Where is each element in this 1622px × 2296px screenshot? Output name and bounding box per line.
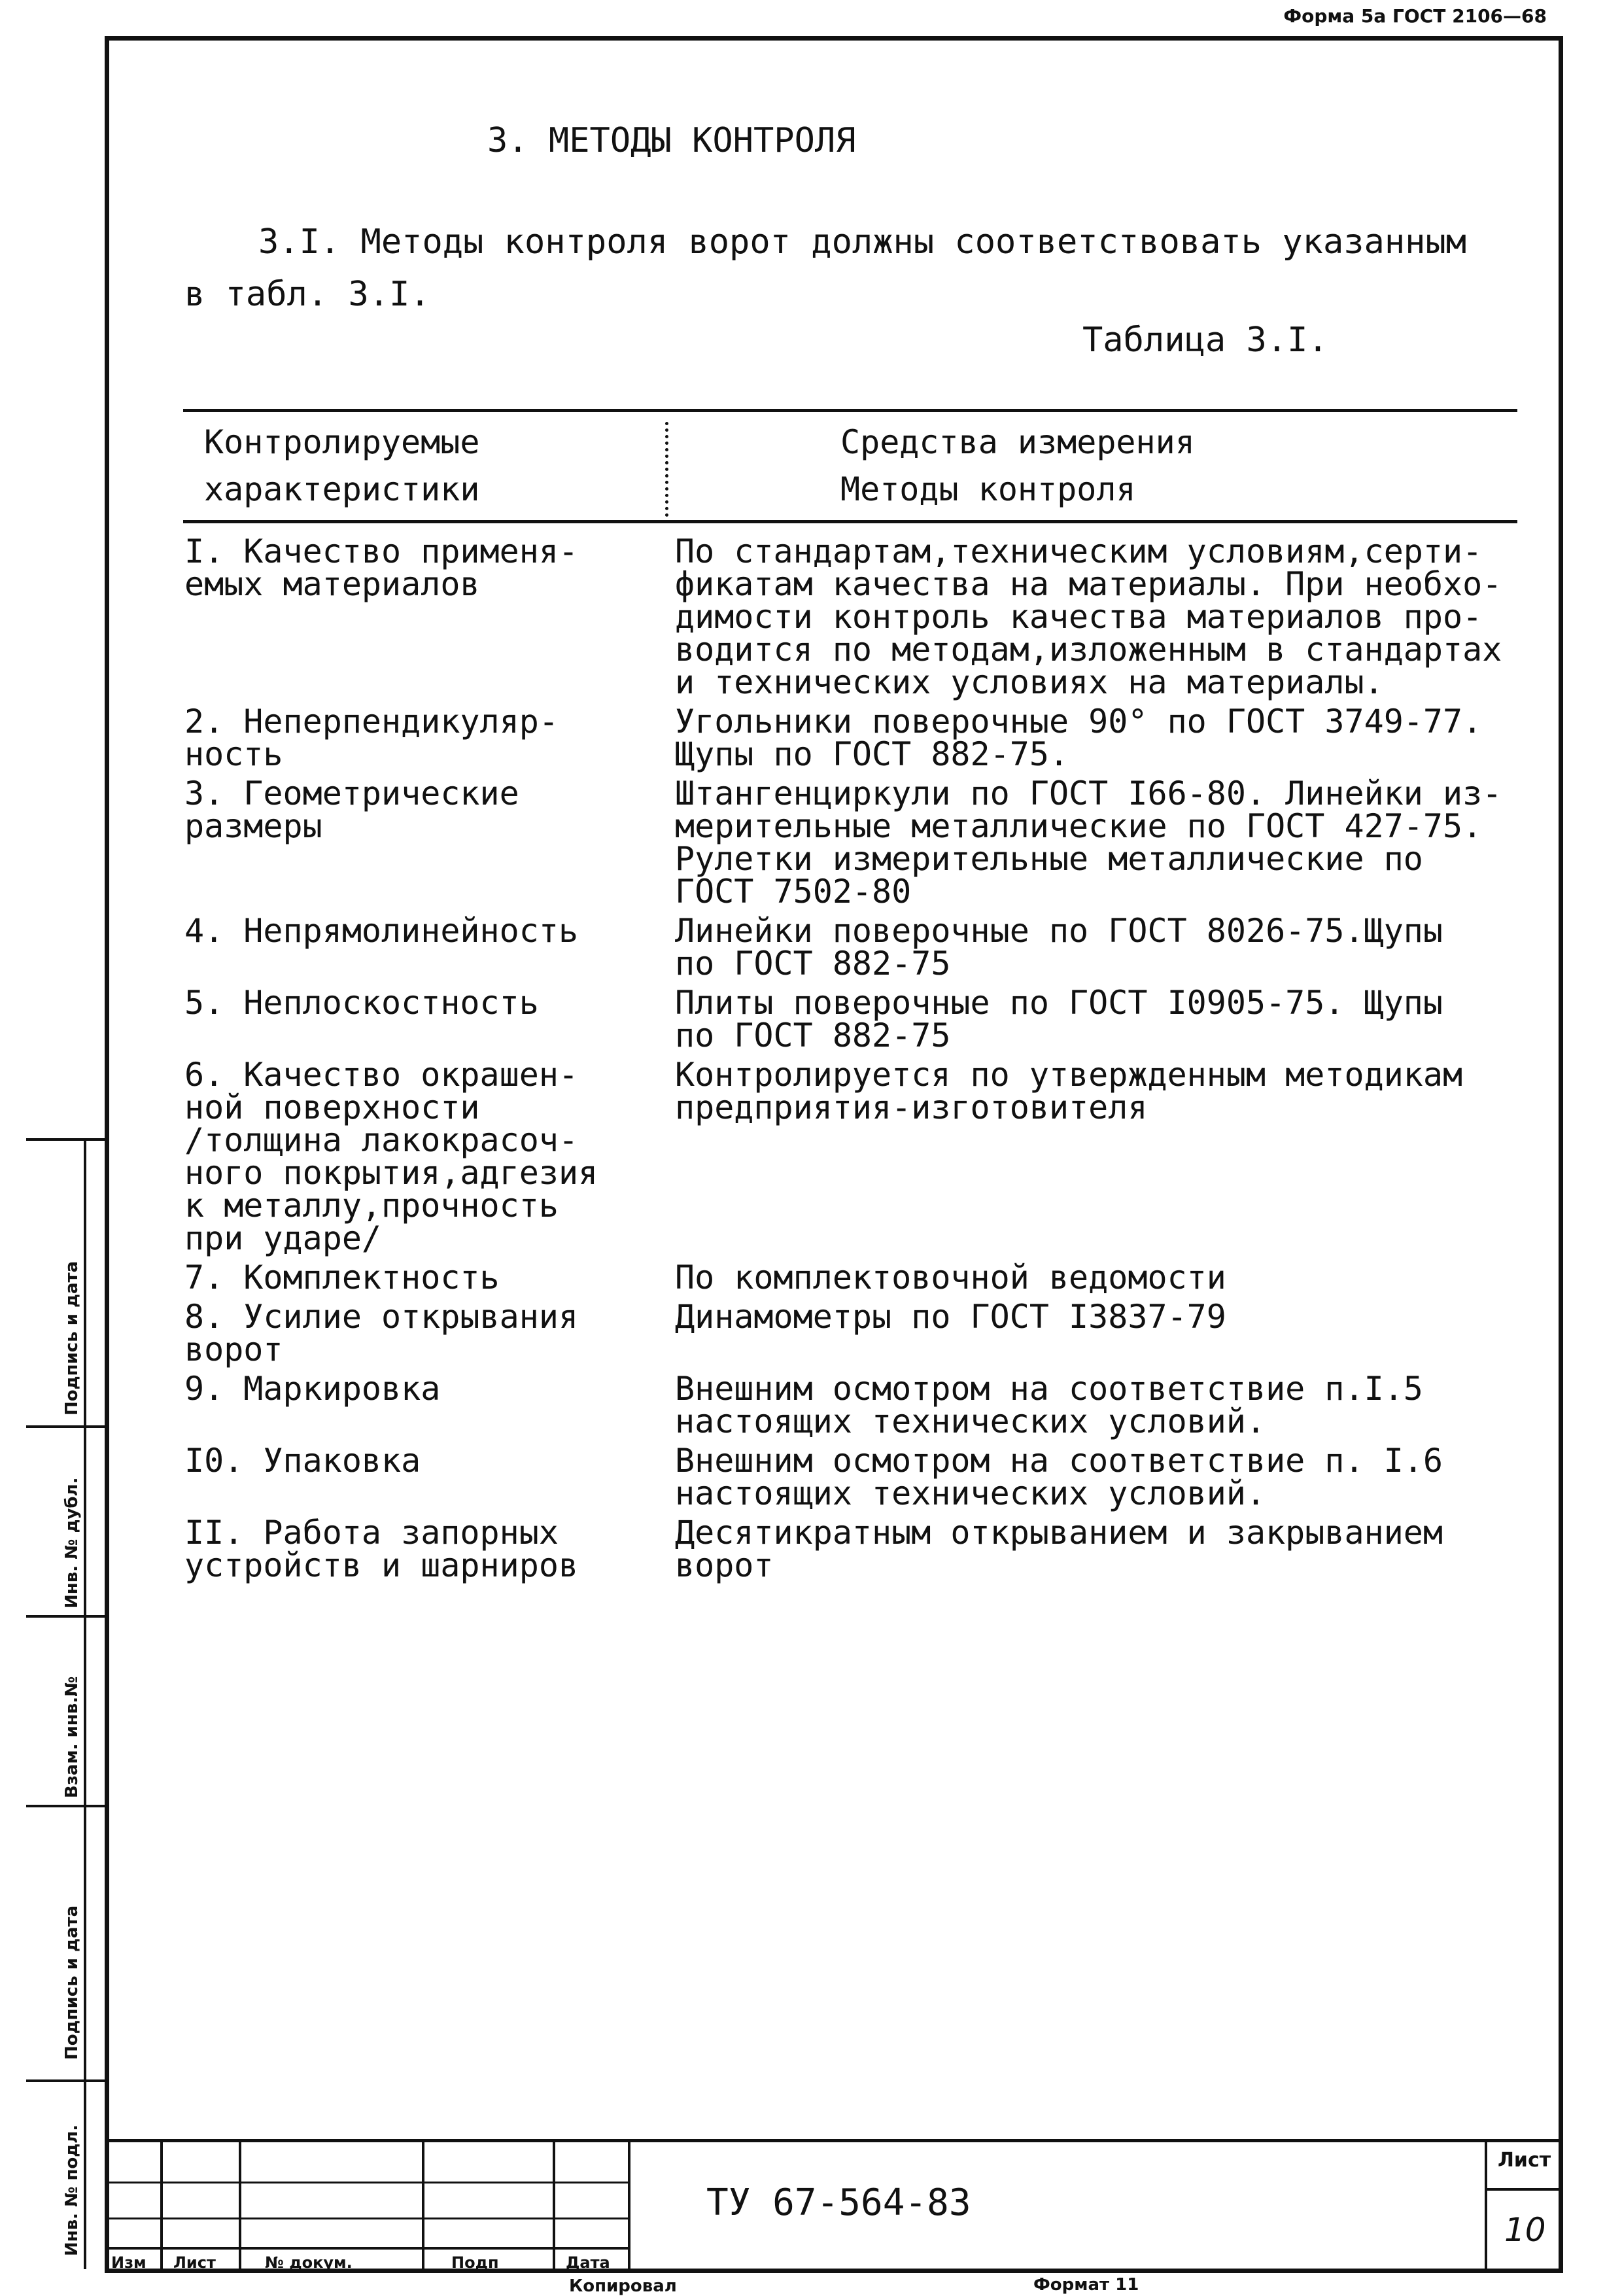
side-stamp-box xyxy=(26,2079,105,2267)
method-cell: Плиты поверочные по ГОСТ I0905-75. Щупы по ГОСТ 882-75 xyxy=(675,984,1443,1054)
characteristic-cell: 4. Непрямолинейность xyxy=(184,912,579,950)
table-row xyxy=(0,532,1622,701)
characteristic-cell: 9. Маркировка xyxy=(184,1370,441,1408)
method-cell: Линейки поверочные по ГОСТ 8026-75.Щупы по ГОСТ 882-75 xyxy=(675,912,1443,983)
title-block-column-rule xyxy=(628,2142,630,2273)
method-cell: По комплектовочной ведомости xyxy=(675,1259,1226,1296)
title-block-column-rule xyxy=(239,2142,241,2273)
method-cell: Угольники поверочные 90° по ГОСТ 3749-77. Щупы по ГОСТ 882-75. xyxy=(675,703,1483,773)
intro-paragraph-line-1: 3.I. Методы контроля ворот должны соответствовать указанным xyxy=(258,222,1467,262)
title-block-column-rule xyxy=(553,2142,555,2273)
table-header-rule xyxy=(183,520,1517,523)
document-code: ТУ 67-564-83 xyxy=(706,2182,971,2224)
title-block-col-revision: Изм xyxy=(111,2253,147,2272)
characteristic-cell: 2. Неперпендикуляр- ность xyxy=(184,703,559,773)
characteristic-cell: I0. Упаковка xyxy=(184,1442,421,1480)
side-stamp-box xyxy=(26,1615,105,1807)
table-row xyxy=(0,912,1622,983)
table-top-rule xyxy=(183,409,1517,412)
side-stamp-label: Взам. инв.№ xyxy=(62,1676,82,1798)
side-stamp-label: Подпись и дата xyxy=(62,1905,82,2060)
title-block-col-signature: Подп xyxy=(451,2253,499,2272)
side-stamp-box xyxy=(26,1141,105,1428)
table-row xyxy=(0,774,1622,911)
form-label: Форма 5а ГОСТ 2106—68 xyxy=(1283,5,1547,27)
title-block-row-rule xyxy=(105,2247,628,2250)
title-block-col-date: Дата xyxy=(566,2253,610,2272)
side-stamp-label: Подпись и дата xyxy=(62,1261,82,1416)
side-stamp-box xyxy=(26,1425,105,1618)
characteristic-cell: 8. Усилие открывания ворот xyxy=(184,1298,579,1368)
sheet-number: 10 xyxy=(1504,2211,1546,2249)
side-stamp-label: Инв. № дубл. xyxy=(62,1477,82,1609)
characteristic-cell: 6. Качество окрашен- ной поверхности /толщина лакокрасоч- ного покрытия,адгезия к металлу,прочность при ударе/ xyxy=(184,1056,598,1257)
method-cell: Штангенциркули по ГОСТ I66-80. Линейки из- мерительные металлические по ГОСТ 427-75. Рулетки измерительные металлические по ГОСТ 7502-80 xyxy=(675,774,1502,911)
frame-top-border xyxy=(105,36,1563,41)
characteristic-cell: II. Работа запорных устройств и шарниров xyxy=(184,1514,579,1584)
side-stamp-column xyxy=(26,1138,105,2269)
characteristic-cell: I. Качество применя- емых материалов xyxy=(184,532,579,603)
table-row xyxy=(0,1261,1622,1294)
sheet-box-rule xyxy=(1485,2188,1563,2191)
table-row xyxy=(0,1444,1622,1510)
intro-paragraph-line-2: в табл. 3.I. xyxy=(184,275,430,314)
table-row xyxy=(0,705,1622,771)
title-block-column-rule xyxy=(422,2142,424,2273)
table-row xyxy=(0,1058,1622,1255)
characteristic-cell: 5. Неплоскостность xyxy=(184,984,539,1022)
title-block-row-rule xyxy=(105,2218,628,2219)
characteristic-cell: 3. Геометрические размеры xyxy=(184,774,519,845)
side-stamp-label: Инв. № подл. xyxy=(62,2124,82,2256)
table-row xyxy=(0,1300,1622,1366)
method-cell: Внешним осмотром на соответствие п.I.5 настоящих технических условий. xyxy=(675,1370,1423,1440)
table-row xyxy=(0,986,1622,1052)
method-cell: Десятикратным открыванием и закрыванием ворот xyxy=(675,1514,1443,1584)
table-row xyxy=(0,1516,1622,1582)
table-row xyxy=(0,1372,1622,1438)
title-block-col-sheet: Лист xyxy=(173,2253,216,2272)
characteristic-cell: 7. Комплектность xyxy=(184,1259,500,1296)
sheet-label: Лист xyxy=(1498,2149,1551,2172)
title-block-col-doc-number: № докум. xyxy=(265,2253,353,2272)
side-stamp-box xyxy=(26,1805,105,2082)
table-header-divider xyxy=(665,422,668,517)
method-cell: Динамометры по ГОСТ I3837-79 xyxy=(675,1298,1226,1336)
table-body xyxy=(0,532,1622,1588)
table-header-methods: Средства измерения Методы контроля xyxy=(840,423,1195,508)
sheet-box-rule xyxy=(1485,2139,1487,2270)
copied-label: Копировал xyxy=(569,2276,677,2296)
title-block-column-rule xyxy=(160,2142,163,2273)
section-title: 3. МЕТОДЫ КОНТРОЛЯ xyxy=(487,121,856,160)
title-block-row-rule xyxy=(105,2182,628,2183)
method-cell: По стандартам,техническим условиям,серти- фикатам качества на материалы. При необхо- димости контроль качества материалов про- водится по методам,изложенным в стандартах и технических условиях на материалы. xyxy=(675,532,1502,701)
table-caption: Таблица 3.I. xyxy=(1082,321,1328,360)
table-header-characteristics: Контролируемые характеристики xyxy=(204,423,480,508)
method-cell: Внешним осмотром на соответствие п. I.6 настоящих технических условий. xyxy=(675,1442,1443,1512)
format-label: Формат 11 xyxy=(1033,2275,1139,2295)
method-cell: Контролируется по утвержденным методикам предприятия-изготовителя xyxy=(675,1056,1463,1126)
